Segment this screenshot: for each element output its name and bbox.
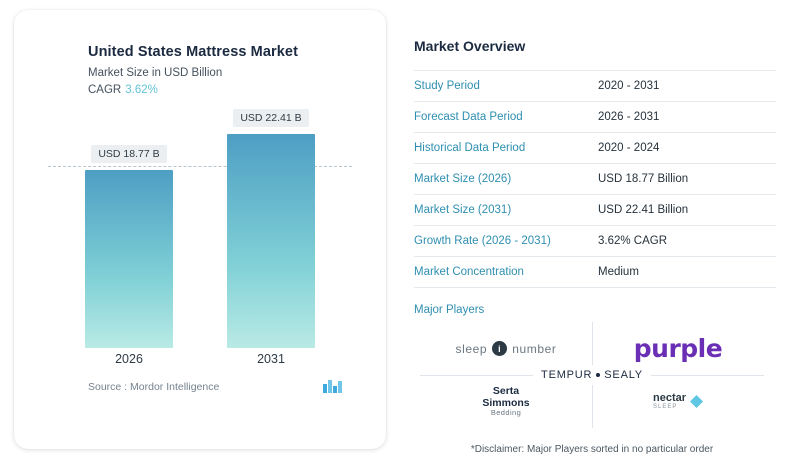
chart-title: United States Mattress Market	[88, 44, 298, 60]
source-text: Source : Mordor Intelligence	[88, 380, 220, 393]
row-key: Market Concentration	[414, 257, 598, 288]
row-value: 2026 - 2031	[598, 102, 776, 133]
bar-chart-plot	[36, 112, 364, 376]
serta-line2: Simmons	[482, 397, 530, 410]
market-size-chart-card	[14, 10, 386, 449]
players-disclaimer: *Disclaimer: Major Players sorted in no particular order	[470, 444, 714, 455]
row-value: 2020 - 2024	[598, 133, 776, 164]
major-players-grid	[420, 322, 764, 428]
x-axis-ticks	[36, 352, 364, 376]
mordor-intelligence-logo-icon	[323, 380, 342, 393]
overview-title: Market Overview	[414, 38, 526, 54]
nectar-wordmark: nectar	[652, 392, 687, 405]
table-row	[414, 257, 776, 288]
row-key: Historical Data Period	[414, 133, 598, 164]
table-row	[414, 226, 776, 257]
row-value: USD 22.41 Billion	[598, 195, 776, 226]
purple-wordmark: purple	[633, 334, 723, 363]
bar-value-label-2026: USD 18.77 B	[91, 145, 166, 163]
serta-line3: Bedding	[490, 408, 522, 418]
x-tick-2026: 2026	[115, 352, 143, 366]
market-overview-panel	[400, 10, 786, 455]
sealy-text: SEALY	[604, 369, 643, 381]
row-key: Forecast Data Period	[414, 102, 598, 133]
row-key: Market Size (2026)	[414, 164, 598, 195]
row-value: USD 18.77 Billion	[598, 164, 776, 195]
table-row	[414, 195, 776, 226]
row-value: Medium	[598, 257, 776, 288]
row-key: Market Size (2031)	[414, 195, 598, 226]
table-row	[414, 133, 776, 164]
bar-2026[interactable]	[85, 170, 173, 348]
row-value: 3.62% CAGR	[598, 226, 776, 257]
table-row	[414, 71, 776, 102]
bar-series	[36, 112, 364, 348]
cagr-label: CAGR	[88, 84, 122, 96]
chart-cagr	[88, 84, 364, 96]
row-key: Study Period	[414, 71, 598, 102]
player-logo-tempur-sealy	[506, 349, 678, 402]
table-row	[414, 102, 776, 133]
row-key: Growth Rate (2026 - 2031)	[414, 226, 598, 257]
number-text: number	[512, 341, 557, 356]
major-players-title: Major Players	[414, 304, 485, 316]
bar-2031[interactable]	[227, 134, 315, 348]
plus-dot-icon	[596, 373, 600, 377]
bar-group-2031	[227, 109, 315, 348]
tempur-text: TEMPUR	[541, 369, 593, 381]
chart-subtitle: Market Size in USD Billion	[88, 67, 223, 79]
nectar-diamond-icon	[690, 395, 703, 408]
cagr-value: 3.62%	[125, 84, 158, 96]
sleep-number-mark-icon: i	[492, 341, 507, 356]
overview-table	[414, 70, 776, 288]
serta-line1: Serta	[492, 385, 520, 398]
row-value: 2020 - 2031	[598, 71, 776, 102]
chart-source-row	[36, 380, 364, 393]
sleep-text: sleep	[455, 341, 488, 356]
bar-group-2026	[85, 145, 173, 348]
table-row	[414, 164, 776, 195]
nectar-subtext: SLEEP	[652, 404, 678, 411]
bar-value-label-2031: USD 22.41 B	[233, 109, 308, 127]
x-tick-2031: 2031	[257, 352, 285, 366]
